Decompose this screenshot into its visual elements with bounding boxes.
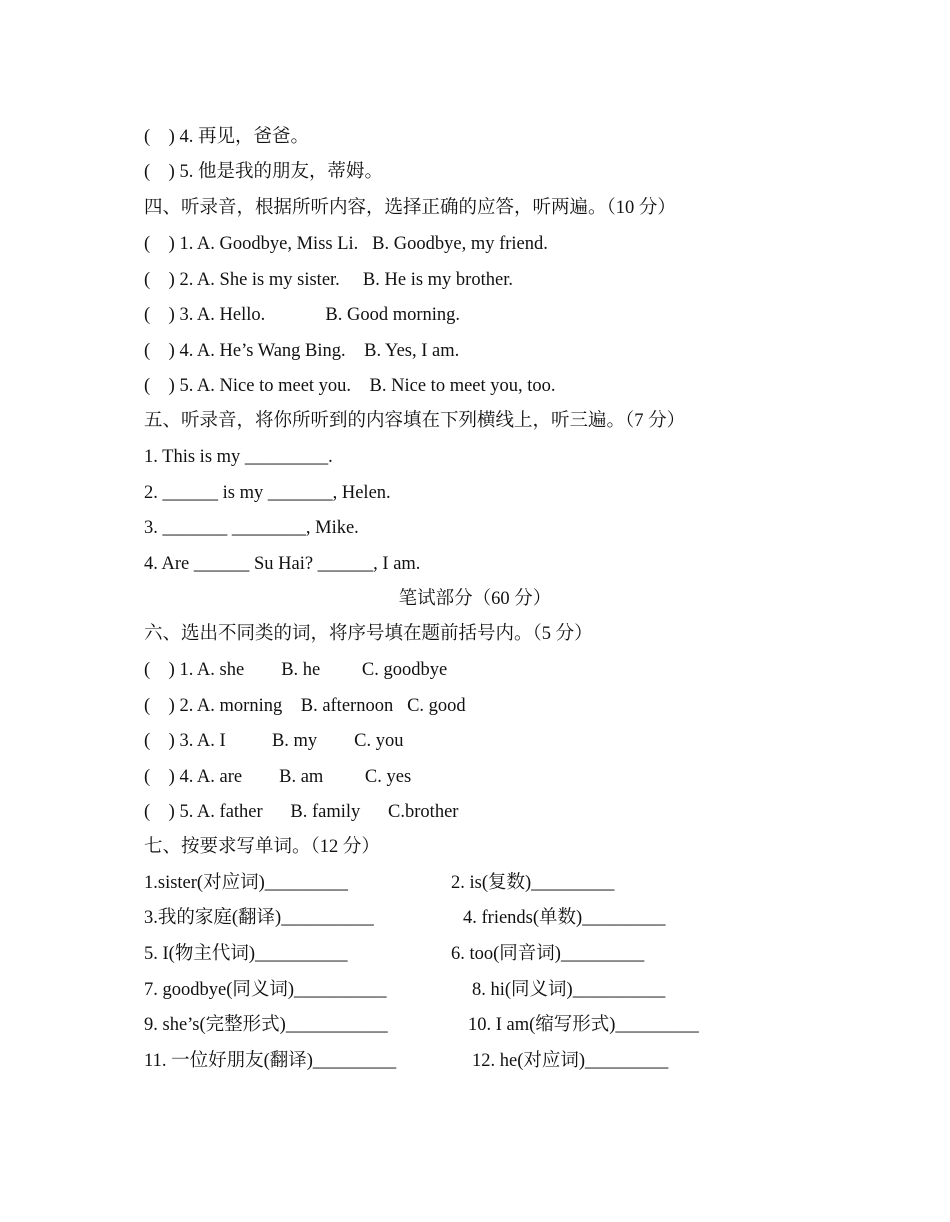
section7-row-6 <box>0 1049 950 1073</box>
section7-item-3: 3.我的家庭(翻译)__________ <box>144 908 374 928</box>
section6-heading: 六、选出不同类的词，将序号填在题前括号内。（5 分） <box>144 624 593 644</box>
section7-item-10: 10. I am(缩写形式)_________ <box>468 1015 699 1035</box>
section7-item-11: 11. 一位好朋友(翻译)_________ <box>144 1051 397 1071</box>
section4-item-4: ( ) 4. A. He’s Wang Bing. B. Yes, I am. <box>144 341 460 361</box>
part1-item-4: ( ) 4. 再见，爸爸。 <box>144 127 309 147</box>
section5-item-4: 4. Are ______ Su Hai? ______, I am. <box>144 554 421 574</box>
section4-item-5: ( ) 5. A. Nice to meet you. B. Nice to meet you, too. <box>144 376 556 396</box>
section7-row-3 <box>0 942 950 966</box>
section5-item-3: 3. _______ ________, Mike. <box>144 518 359 538</box>
section5-item-1: 1. This is my _________. <box>144 447 333 467</box>
section7-item-9: 9. she’s(完整形式)___________ <box>144 1015 388 1035</box>
section7-item-6: 6. too(同音词)_________ <box>451 944 645 964</box>
section6-item-3: ( ) 3. A. I B. my C. you <box>144 731 404 751</box>
section7-row-4 <box>0 978 950 1002</box>
section4-item-1: ( ) 1. A. Goodbye, Miss Li. B. Goodbye, my friend. <box>144 234 548 254</box>
section7-item-12: 12. he(对应词)_________ <box>472 1051 669 1071</box>
section4-item-2: ( ) 2. A. She is my sister. B. He is my brother. <box>144 270 513 290</box>
section7-item-1: 1.sister(对应词)_________ <box>144 873 348 893</box>
section4-item-3: ( ) 3. A. Hello. B. Good morning. <box>144 305 461 325</box>
section7-row-1 <box>0 871 950 895</box>
part1-item-5: ( ) 5. 他是我的朋友，蒂姆。 <box>144 162 383 182</box>
section6-item-4: ( ) 4. A. are B. am C. yes <box>144 767 412 787</box>
written-part-title: 笔试部分（60 分） <box>398 589 552 609</box>
section7-item-5: 5. I(物主代词)__________ <box>144 944 348 964</box>
section7-row-2 <box>0 906 950 930</box>
section7-item-2: 2. is(复数)_________ <box>451 873 615 893</box>
section7-item-7: 7. goodbye(同义词)__________ <box>144 980 387 1000</box>
section5-heading: 五、听录音，将你所听到的内容填在下列横线上，听三遍。（7 分） <box>144 411 686 431</box>
section7-row-5 <box>0 1013 950 1037</box>
section7-item-8: 8. hi(同义词)__________ <box>472 980 666 1000</box>
section5-item-2: 2. ______ is my _______, Helen. <box>144 483 391 503</box>
section7-heading: 七、按要求写单词。（12 分） <box>144 837 380 857</box>
section4-heading: 四、听录音，根据所听内容，选择正确的应答，听两遍。（10 分） <box>144 198 676 218</box>
section6-item-5: ( ) 5. A. father B. family C.brother <box>144 802 459 822</box>
section7-item-4: 4. friends(单数)_________ <box>463 908 666 928</box>
section6-item-1: ( ) 1. A. she B. he C. goodbye <box>144 660 448 680</box>
section6-item-2: ( ) 2. A. morning B. afternoon C. good <box>144 696 466 716</box>
